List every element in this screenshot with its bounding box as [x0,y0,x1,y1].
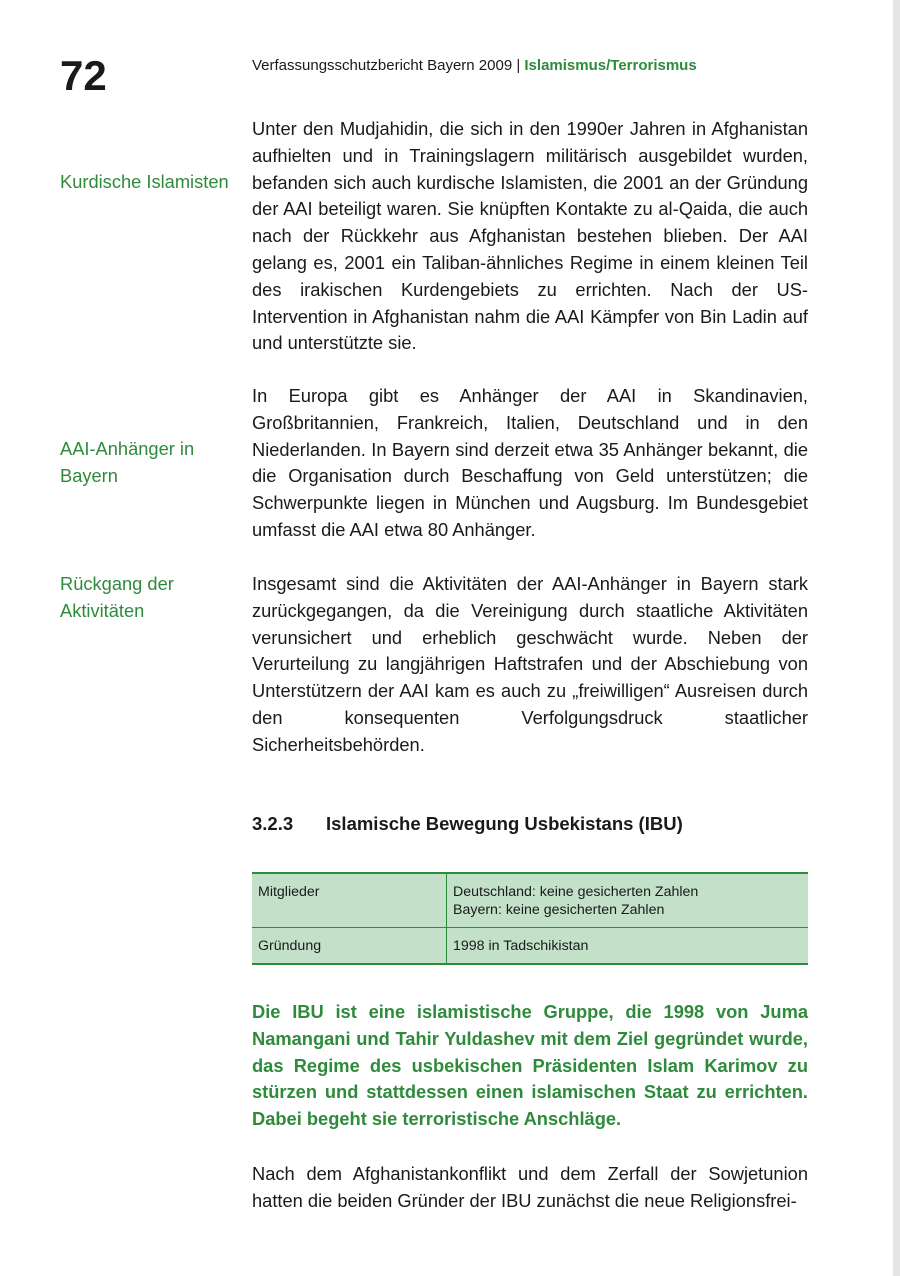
paragraph-kurdish-islamists: Unter den Mudjahidin, die sich in den 1990er Jahren in Afghanistan aufhielten und in Trainingslagern militärisch ausgebildet wurden, befanden sich auch kurdische Islamisten, die 2001 an der Gründung der AAI beteiligt waren. Sie knüpften Kontakte zu al-Qaida, die auch nach der Rückkehr aus Afghanistan bestehen blieben. Der AAI gelang es, 2001 ein Taliban-ähnliches Regime in einem kleinen Teil des irakischen Kurdengebiets zu errichten. Nach der US-Intervention in Afghanistan nahm die AAI Kämpfer von Bin Ladin auf und unterstützte sie. [252,118,808,354]
margin-note-decline: Rückgang der Aktivitäten [60,573,174,621]
table-value-line: Bayern: keine gesicherten Zahlen [453,902,665,918]
table-value-line: Deutschland: keine gesicherten Zahlen [453,884,699,900]
paragraph-continuation: Nach dem Afghanistankonflikt und dem Zerfall der Sowjetunion hatten die beiden Gründer der IBU zunächst die neue Religionsfrei- [252,1163,808,1211]
paragraph-aai-supporters: In Europa gibt es Anhänger der AAI in Skandinavien, Großbritannien, Frankreich, Italien, Deutschland und in den Niederlanden. In Bayern sind derzeit etwa 35 Anhänger bekannt, die die Organisation durch Beschaffung von Geld unterstützen; die Schwerpunkte liegen in München und Augsburg. Im Bundesgebiet umfasst die AAI etwa 80 Anhänger. [252,385,808,540]
running-header [252,57,697,74]
page-number: 72 [60,52,107,99]
table-value-members [447,873,809,928]
facts-table [252,872,808,965]
table-value-line: 1998 in Tadschikistan [453,938,589,954]
header-separator: | [512,57,525,74]
page-edge [893,0,900,1276]
section-heading [252,813,683,835]
section-title: Islamische Bewegung Usbekistans (IBU) [326,813,683,834]
lead-paragraph: Die IBU ist eine islamistische Gruppe, die 1998 von Juma Namangani und Tahir Yuldashev mit dem Ziel gegründet wurde, das Regime des usbekischen Präsidenten Islam Karimov zu stürzen und stattdessen einen islamischen Staat zu errichten. Dabei begeht sie terroristische Anschläge. [252,1001,808,1130]
table-key-founding: Gründung [252,928,447,965]
margin-note-kurdish-islamists: Kurdische Islamisten [60,171,229,192]
table-key-members: Mitglieder [252,873,447,928]
table-row [252,928,808,965]
header-section: Islamismus/Terrorismus [524,57,697,74]
header-title: Verfassungsschutzbericht Bayern 2009 [252,57,513,74]
section-number: 3.2.3 [252,813,294,834]
margin-note-aai-supporters: AAI-Anhänger in Bayern [60,438,195,486]
paragraph-decline: Insgesamt sind die Aktivitäten der AAI-Anhänger in Bayern stark zurückgegangen, da die Vereinigung durch staatliche Aktivitäten verunsichert und erheblich geschwächt wurde. Neben der Verurteilung zu langjährigen Haftstrafen und der Abschiebung von Unterstützern der AAI kam es auch zu „freiwilligen“ Ausreisen durch den konsequenten Verfolgungsdruck staatlicher Sicherheitsbehörden. [252,573,808,755]
table-row [252,873,808,928]
table-value-founding [447,928,809,965]
